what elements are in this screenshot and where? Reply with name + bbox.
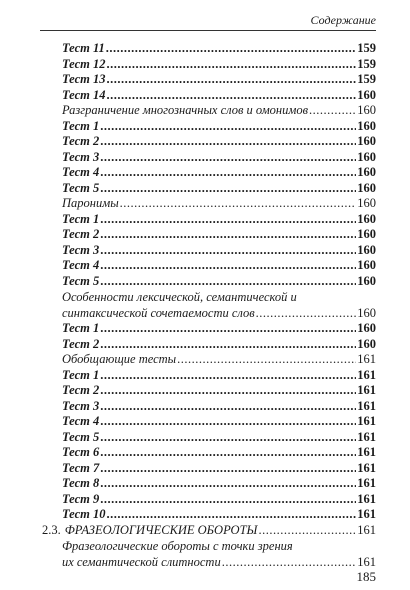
toc-entry bbox=[0, 57, 410, 72]
toc-entry-label: Тест 11 bbox=[62, 41, 105, 55]
toc-leader bbox=[120, 196, 357, 211]
toc-subsection-line1: Фразеологические обороты с точки зрения bbox=[62, 539, 293, 553]
toc-leader bbox=[256, 306, 357, 321]
toc-leader bbox=[100, 212, 356, 227]
toc-entry-page: 160 bbox=[357, 134, 376, 148]
toc-entry bbox=[0, 258, 410, 273]
running-header bbox=[40, 10, 376, 31]
toc-entry-label: Паронимы bbox=[62, 196, 119, 210]
toc-entry-label: Тест 5 bbox=[62, 180, 100, 195]
toc-entry bbox=[0, 507, 410, 522]
toc-leader bbox=[106, 57, 356, 72]
toc-entry bbox=[0, 414, 410, 429]
toc-subsection bbox=[0, 352, 410, 367]
toc-subsection bbox=[0, 555, 410, 570]
toc-entry-page: 160 bbox=[357, 149, 376, 164]
toc-entry-page: 161 bbox=[357, 367, 376, 382]
toc-entry-page: 160 bbox=[357, 118, 376, 133]
toc-entry-page: 160 bbox=[357, 273, 376, 288]
toc-entry-label: Обобщающие тесты bbox=[62, 352, 177, 366]
toc-entry-label: Тест 8 bbox=[62, 476, 100, 490]
toc-entry-label: синтаксической сочетаемости слов bbox=[62, 305, 255, 320]
toc-entry-label: Разграничение многозначных слов и омонимов bbox=[62, 103, 309, 117]
toc-subsection-line1: Особенности лексической, семантической и bbox=[62, 290, 297, 304]
toc-leader bbox=[100, 492, 356, 507]
toc-leader bbox=[106, 72, 356, 87]
toc-leader bbox=[100, 134, 356, 149]
toc-entry-label: Тест 4 bbox=[62, 258, 100, 272]
toc-leader bbox=[100, 399, 356, 414]
toc-entry-page: 160 bbox=[357, 321, 376, 335]
toc-leader bbox=[100, 445, 356, 460]
toc-entry bbox=[0, 476, 410, 491]
toc-entry-label: Тест 2 bbox=[62, 336, 100, 351]
toc-entry-page: 160 bbox=[357, 103, 376, 117]
toc-entry-label: Тест 2 bbox=[62, 227, 100, 241]
page-number: 185 bbox=[356, 569, 376, 584]
toc-entry-page: 160 bbox=[357, 196, 376, 210]
toc-entry bbox=[0, 88, 410, 103]
toc-leader bbox=[100, 119, 356, 134]
toc-entry-label: Тест 4 bbox=[62, 165, 100, 179]
toc-entry bbox=[0, 430, 410, 445]
running-header-title: Содержание bbox=[310, 13, 376, 27]
toc-leader bbox=[100, 337, 356, 352]
toc-entry bbox=[0, 212, 410, 227]
toc-entry-page: 161 bbox=[357, 460, 376, 475]
toc-entry bbox=[0, 243, 410, 258]
toc-entry-page: 161 bbox=[357, 491, 376, 506]
toc-entry bbox=[0, 274, 410, 289]
toc-entry-page: 160 bbox=[357, 165, 376, 179]
toc-entry bbox=[0, 383, 410, 398]
toc-entry-label: Тест 10 bbox=[62, 507, 106, 521]
toc-entry bbox=[0, 134, 410, 149]
toc-leader bbox=[106, 41, 356, 56]
toc-entry-label: Тест 1 bbox=[62, 321, 100, 335]
toc-entry-label: Тест 2 bbox=[62, 383, 100, 397]
toc-entry bbox=[0, 492, 410, 507]
toc-entry-page: 161 bbox=[357, 507, 376, 521]
toc-subsection bbox=[0, 306, 410, 321]
toc-entry bbox=[0, 165, 410, 180]
toc-entry-page: 159 bbox=[357, 41, 376, 55]
toc-entry-label: Тест 1 bbox=[62, 118, 100, 133]
toc-section-number: 2.3. bbox=[42, 522, 61, 537]
toc-entry-page: 160 bbox=[357, 305, 376, 320]
toc-leader bbox=[100, 461, 356, 476]
toc-entry-label: Тест 3 bbox=[62, 398, 100, 413]
toc-entry bbox=[0, 321, 410, 336]
toc-entry bbox=[0, 181, 410, 196]
toc-entry bbox=[0, 150, 410, 165]
toc-entry bbox=[0, 227, 410, 242]
toc-leader bbox=[177, 352, 356, 367]
toc-leader bbox=[222, 555, 357, 570]
toc-entry-label: ФРАЗЕОЛОГИЧЕСКИЕ ОБОРОТЫ bbox=[64, 522, 258, 537]
toc-leader bbox=[100, 321, 356, 336]
toc-entry-page: 160 bbox=[357, 180, 376, 195]
toc-entry-page: 161 bbox=[357, 429, 376, 444]
toc-entry-label: Тест 3 bbox=[62, 242, 100, 257]
toc-entry-label: Тест 5 bbox=[62, 273, 100, 288]
toc-leader bbox=[100, 274, 356, 289]
toc-leader bbox=[100, 368, 356, 383]
toc-leader bbox=[106, 88, 356, 103]
toc-leader bbox=[100, 414, 356, 429]
toc-section bbox=[0, 523, 410, 538]
toc-leader bbox=[100, 430, 356, 445]
toc-entry-label: их семантической слитности bbox=[62, 554, 221, 569]
toc-entry-page: 161 bbox=[357, 352, 376, 366]
toc-entry bbox=[0, 445, 410, 460]
toc-entry-page: 159 bbox=[357, 72, 376, 86]
toc-subsection bbox=[0, 103, 410, 118]
toc-leader bbox=[100, 258, 356, 273]
toc-leader bbox=[100, 165, 356, 180]
toc-entry bbox=[0, 119, 410, 134]
toc-entry-label: Тест 6 bbox=[62, 445, 100, 459]
toc-entry-label: Тест 7 bbox=[62, 460, 100, 475]
toc-entry-page: 160 bbox=[357, 227, 376, 241]
toc-leader bbox=[100, 150, 356, 165]
toc-entry-label: Тест 3 bbox=[62, 149, 100, 164]
toc-leader bbox=[100, 383, 356, 398]
toc-entry bbox=[0, 72, 410, 87]
toc-entry-label: Тест 2 bbox=[62, 134, 100, 148]
toc-entry-label: Тест 4 bbox=[62, 414, 100, 428]
toc-entry-label: Тест 1 bbox=[62, 211, 100, 226]
toc-entry-label: Тест 13 bbox=[62, 72, 106, 86]
toc-entry-page: 160 bbox=[357, 336, 376, 351]
toc-entry-page: 161 bbox=[357, 554, 376, 569]
toc-leader bbox=[106, 507, 356, 522]
toc-entry bbox=[0, 41, 410, 56]
toc-entry-label: Тест 12 bbox=[62, 56, 106, 71]
toc-entry-page: 161 bbox=[357, 522, 376, 537]
toc-entry-page: 159 bbox=[357, 56, 376, 71]
toc-entry-label: Тест 5 bbox=[62, 429, 100, 444]
toc-leader bbox=[100, 243, 356, 258]
toc-leader bbox=[100, 181, 356, 196]
toc-entry-page: 161 bbox=[357, 445, 376, 459]
toc-leader bbox=[100, 476, 356, 491]
toc-entry bbox=[0, 337, 410, 352]
toc-entry-page: 161 bbox=[357, 414, 376, 428]
toc-leader bbox=[100, 227, 356, 242]
toc-entry-page: 161 bbox=[357, 383, 376, 397]
toc-leader bbox=[309, 103, 356, 118]
toc-subsection bbox=[0, 196, 410, 211]
toc-entry-page: 160 bbox=[357, 242, 376, 257]
toc-entry-label: Тест 9 bbox=[62, 491, 100, 506]
toc-entry-page: 160 bbox=[357, 258, 376, 272]
toc-entry bbox=[0, 399, 410, 414]
toc-entry-page: 161 bbox=[357, 476, 376, 490]
toc-entry bbox=[0, 368, 410, 383]
toc-entry-page: 160 bbox=[357, 211, 376, 226]
toc-entry-label: Тест 1 bbox=[62, 367, 100, 382]
toc-entry bbox=[0, 461, 410, 476]
toc-leader bbox=[258, 523, 356, 538]
toc-entry-page: 161 bbox=[357, 398, 376, 413]
toc-entry-label: Тест 14 bbox=[62, 87, 106, 102]
toc-entry-page: 160 bbox=[357, 87, 376, 102]
